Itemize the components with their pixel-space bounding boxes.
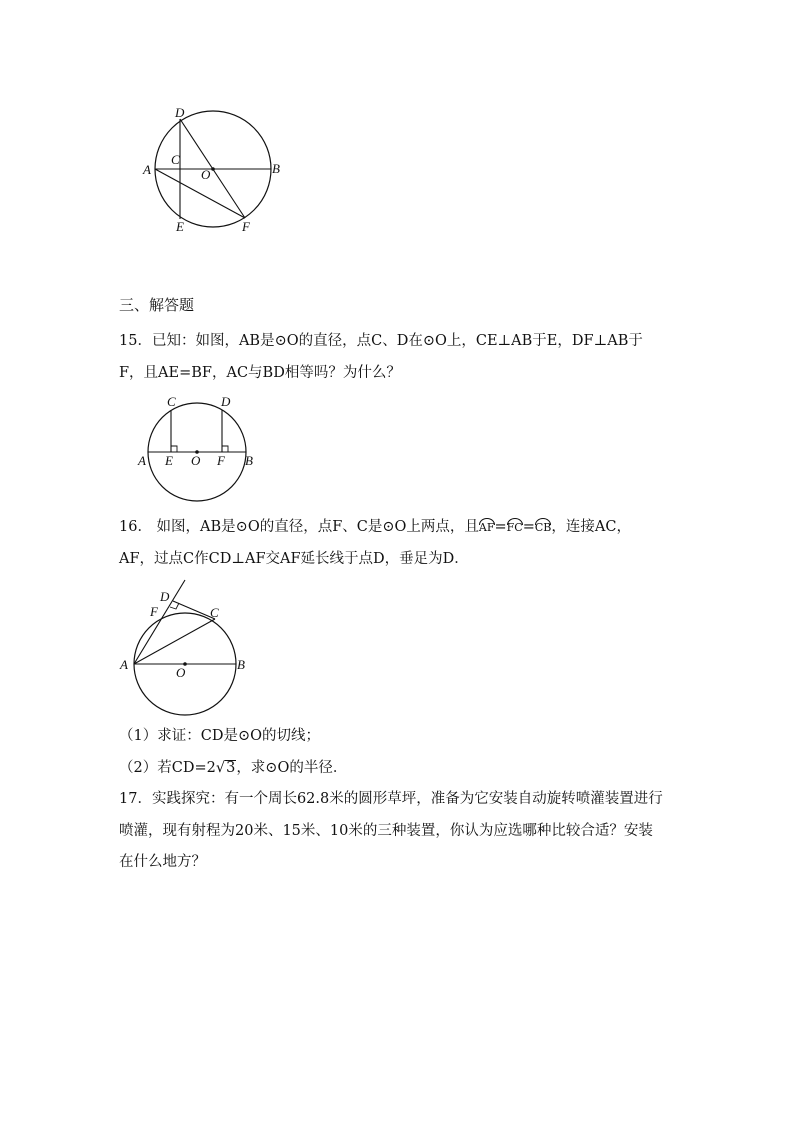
- figure-circle-15: [135, 390, 265, 510]
- label-c: C: [167, 394, 176, 409]
- sqrt-symbol: √: [215, 760, 226, 776]
- label-d: D: [175, 105, 185, 120]
- chord-ac: [134, 619, 215, 664]
- right-angle-mark-f: [222, 446, 228, 452]
- q17-line-3: 在什么地方？: [119, 854, 206, 870]
- equals-sign: =: [522, 519, 535, 535]
- arc-fc: FC: [507, 518, 523, 534]
- label-f: F: [242, 219, 250, 234]
- segment-cd: [173, 601, 215, 619]
- q17-line-1: 17．实践探究：有一个周长62.8米的圆形草坪，准备为它安装自动旋转喷灌装置进行: [119, 791, 663, 807]
- label-d: D: [160, 589, 170, 604]
- figure-circle-14: [135, 100, 295, 240]
- q16-line-1-tail: ，连接AC，: [551, 519, 631, 535]
- label-a: A: [120, 657, 128, 672]
- q16-line-1-text: 16． 如图，AB是⊙O的直径，点F、C是⊙O上两点，且: [119, 519, 479, 535]
- equals-sign: =: [494, 519, 507, 535]
- sqrt-radicand: 3: [226, 760, 236, 776]
- label-b: B: [245, 453, 253, 468]
- label-b: B: [237, 657, 245, 672]
- right-angle-mark-d: [170, 603, 179, 609]
- label-b: B: [272, 161, 280, 176]
- q16-line-1: [119, 517, 631, 537]
- label-o: O: [201, 167, 211, 182]
- label-o: O: [191, 453, 201, 468]
- q16-part-2-tail: ，求⊙O的半径．: [236, 760, 348, 776]
- q16-part-1: （1）求证：CD是⊙O的切线；: [119, 728, 320, 744]
- label-e: E: [165, 453, 173, 468]
- arc-af: AF: [479, 518, 495, 534]
- label-a: A: [138, 453, 146, 468]
- q15-line-2: F，且AE=BF，AC与BD相等吗？为什么？: [119, 365, 401, 381]
- arc-cb: CB: [535, 518, 552, 534]
- q16-part-2: [119, 758, 347, 778]
- chord-af: [155, 169, 245, 218]
- label-d: D: [221, 394, 231, 409]
- q17-line-2: 喷灌，现有射程为20米、15米、10米的三种装置，你认为应选哪种比较合适？安装: [119, 823, 653, 839]
- figure-circle-16: [115, 576, 265, 721]
- center-point: [211, 167, 215, 171]
- section-title: 三、解答题: [119, 296, 195, 314]
- right-angle-mark-e: [171, 446, 177, 452]
- label-c: C: [171, 152, 180, 167]
- label-o: O: [176, 665, 186, 680]
- label-c: C: [210, 605, 219, 620]
- label-a: A: [143, 162, 151, 177]
- q16-part-2-text: （2）若CD=2: [119, 760, 216, 776]
- label-f: F: [150, 604, 158, 619]
- q15-line-1: 15．已知：如图，AB是⊙O的直径，点C、D在⊙O上，CE⊥AB于E，DF⊥AB于: [119, 333, 643, 349]
- q16-line-2: AF，过点C作CD⊥AF交AF延长线于点D，垂足为D．: [119, 551, 469, 567]
- label-e: E: [176, 219, 184, 234]
- label-f: F: [217, 453, 225, 468]
